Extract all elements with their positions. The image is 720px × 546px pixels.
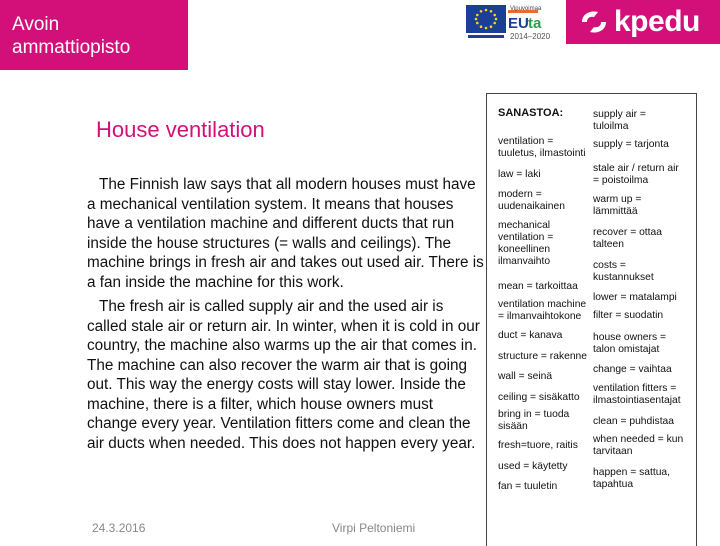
glossary-heading: SANASTOA: xyxy=(498,107,564,119)
brand-line-2: ammattiopisto xyxy=(12,37,131,58)
kpedu-logo xyxy=(566,0,720,44)
paragraph-1: The Finnish law says that all modern houses must have a mechanical ventilation system. It means that houses have a ventilation machine and different ducts that run inside the house structures (= walls and ceilings). The machine brings in fresh air and takes out used air. There is a fan inside the machine for this work. xyxy=(87,176,484,291)
glossary-left-entry: ventilation machine = ilmanvaihtokone xyxy=(498,299,587,322)
glossary-right-entry: supply = tarjonta xyxy=(593,139,669,150)
glossary-left-entry: mechanical ventilation = koneellinen ilmanvaihto xyxy=(498,220,554,267)
glossary-left-entry: fresh=tuore, raitis xyxy=(498,440,578,451)
glossary-right-entry: lower = matalampi xyxy=(593,292,677,303)
footer-date: 24.3.2016 xyxy=(92,521,146,535)
glossary-left-entry: law = laki xyxy=(498,169,541,180)
glossary-left-entry: modern = uudenaikainen xyxy=(498,189,565,212)
glossary-left-entry: duct = kanava xyxy=(498,330,563,341)
glossary-right-entry: stale air / return air = poistoilma xyxy=(593,163,679,186)
brand-box xyxy=(0,0,188,70)
kpedu-logo-text: kpedu xyxy=(614,5,700,38)
glossary-right-entry: supply air = tuloilma xyxy=(593,109,646,132)
glossary-right-entry: costs = kustannukset xyxy=(593,260,654,283)
brand-text xyxy=(12,13,130,59)
kpedu-mark-icon xyxy=(578,8,610,36)
glossary-left-entry: bring in = tuoda sisään xyxy=(498,409,570,432)
glossary-right-entry: change = vaihtaa xyxy=(593,364,672,375)
glossary-left-entry: mean = tarkoittaa xyxy=(498,281,578,292)
glossary-left-entry: used = käytetty xyxy=(498,461,568,472)
glossary-right-entry: warm up = lämmittää xyxy=(593,194,642,217)
eu-logo-year: 2014–2020 xyxy=(510,32,551,41)
glossary-left-entry: ceiling = sisäkatto xyxy=(498,392,580,403)
glossary-box xyxy=(486,93,697,546)
paragraph-2: The fresh air is called supply air and the used air is called stale air or return air. In winter, when it is cold in our country, the machine also warms up the air that comes in. The machine can also recover the warm air that is going out. This way the energy costs will stay lower. Inside the machine, there is a filter, which house owners must change every year. Ventilation fitters come and clean the air ducts when needed. This does not happen every year. xyxy=(87,298,480,452)
brand-line-1: Avoin xyxy=(12,14,60,35)
svg-text:ta: ta xyxy=(528,15,542,32)
glossary-right-entry: ventilation fitters = ilmastointiasentajat xyxy=(593,383,681,406)
glossary-left-entry: fan = tuuletin xyxy=(498,481,558,492)
footer-author: Virpi Peltoniemi xyxy=(332,521,416,535)
glossary-right-entry: house owners = talon omistajat xyxy=(593,332,666,355)
glossary-right-entry: clean = puhdistaa xyxy=(593,416,675,427)
glossary-right-entry: when needed = kun tarvitaan xyxy=(593,434,684,457)
glossary-right-entry: filter = suodatin xyxy=(593,310,664,321)
glossary-left-entry: structure = rakenne xyxy=(498,351,588,362)
glossary-left-entry: ventilation = tuuletus, ilmastointi xyxy=(498,136,586,159)
glossary-right-entry: happen = sattua, tapahtua xyxy=(593,467,671,490)
body-text xyxy=(87,175,487,458)
header-bar xyxy=(0,0,720,70)
page-title: House ventilation xyxy=(96,117,265,142)
eu-logo-label: Vipuvoimaa xyxy=(510,6,542,12)
svg-text:EU: EU xyxy=(508,15,529,32)
glossary-left-entry: wall = seinä xyxy=(498,371,553,382)
glossary-right-entry: recover = ottaa talteen xyxy=(593,227,662,250)
eu-funding-logo xyxy=(466,2,561,44)
